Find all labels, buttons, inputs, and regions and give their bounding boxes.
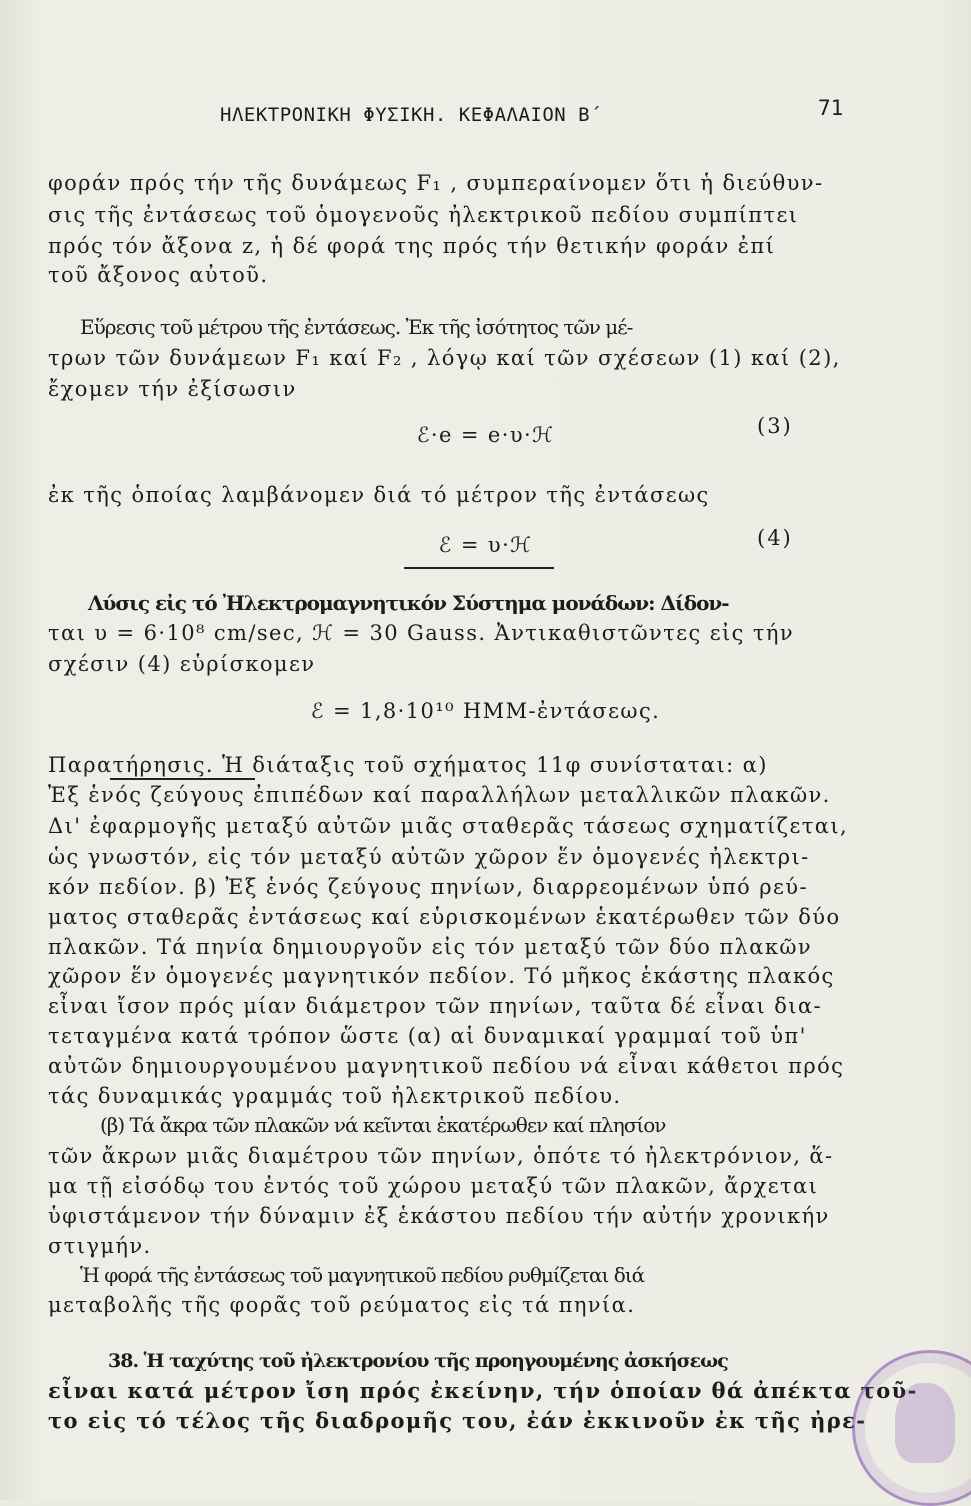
text-line: τεταγμένα κατά τρόπον ὥστε (α) αἱ δυναμικαί γραμμαί τοῦ ὑπ' (48, 1024, 807, 1048)
text-line: (β) Τά ἄκρα τῶν πλακῶν νά κεῖνται ἑκατέρωθεν καί πλησίον (100, 1113, 666, 1137)
equation-3-number: (3) (757, 414, 793, 438)
text-line: φοράν πρός τήν τῆς δυνάμεως F₁ , συμπεραίνομεν ὅτι ἡ διεύθυν- (48, 171, 824, 195)
text-line: Δι' ἐφαρμογῆς μεταξύ αὐτῶν μιᾶς σταθερᾶς τάσεως σχηματίζεται, (48, 814, 849, 838)
remark-line: Παρατήρησις. Ἡ διάταξις τοῦ σχήματος 11φ συνίσταται: α) (48, 753, 768, 777)
text-line: σις τῆς ἐντάσεως τοῦ ὁμογενοῦς ἠλεκτρικοῦ πεδίου συμπίπτει (48, 203, 799, 227)
text-line: ται υ = 6·10⁸ cm/sec, ℋ = 30 Gauss. Ἀντικαθιστῶντες εἰς τήν (48, 621, 795, 645)
exercise-38-line: εἶναι κατά μέτρον ἴση πρός ἐκείνην, τήν ὁποίαν θά ἀπέκτα τοῦ- (48, 1378, 918, 1403)
solution-heading-line: Λύσις εἰς τό Ἠλεκτρομαγνητικόν Σύστημα μονάδων: Δίδον- (88, 591, 729, 615)
text-line: μεταβολῆς τῆς φορᾶς τοῦ ρεύματος εἰς τά πηνία. (48, 1293, 636, 1317)
text-line: στιγμήν. (48, 1234, 152, 1258)
text-line: τάς δυναμικάς γραμμάς τοῦ ἠλεκτρικοῦ πεδίου. (48, 1084, 622, 1108)
text-line: ἐκ τῆς ὁποίας λαμβάνομεν διά τό μέτρον τῆς ἐντάσεως (48, 483, 710, 507)
text-line: αὐτῶν δημιουργουμένου μαγνητικοῦ πεδίου νά εἶναι κάθετοι πρός (48, 1054, 845, 1078)
text-line: εἶναι ἴσον πρός μίαν διάμετρον τῶν πηνίων, ταῦτα δέ εἶναι δια- (48, 994, 822, 1018)
exercise-38-line: το εἰς τό τέλος τῆς διαδρομῆς του, ἐάν ἐκκινοῦν ἐκ τῆς ἠρε- (48, 1408, 867, 1433)
text-line: πλακῶν. Τά πηνία δημιουργοῦν εἰς τόν μεταξύ τῶν δύο πλακῶν (48, 935, 813, 959)
section-heading-line: Εὕρεσις τοῦ μέτρου τῆς ἐντάσεως. Ἐκ τῆς ἰσότητος τῶν μέ- (80, 315, 633, 339)
text-line: ἔχομεν τήν ἐξίσωσιν (48, 377, 297, 401)
text-line: χῶρον ἕν ὁμογενές μαγνητικόν πεδίον. Τό μῆκος ἑκάστης πλακός (48, 964, 835, 988)
running-title: ΗΛΕΚΤΡΟΝΙΚΗ ΦΥΣΙΚΗ. ΚΕΦΑΛΑΙΟΝ Β΄ (220, 104, 603, 126)
text-line: κόν πεδίον. β) Ἐξ ἑνός ζεύγους πηνίων, διαρρεομένων ὑπό ρεύ- (48, 875, 808, 899)
text-line: σχέσιν (4) εὑρίσκομεν (48, 652, 316, 676)
text-line: τρων τῶν δυνάμεων F₁ καί F₂ , λόγῳ καί τῶν σχέσεων (1) καί (2), (48, 346, 841, 370)
text-line: πρός τόν ἄξονα z, ἡ δέ φορά της πρός τήν θετικήν φοράν ἐπί (48, 234, 776, 258)
equation-4: ℰ = υ·ℋ (438, 533, 533, 557)
text-line: τοῦ ἄξονος αὐτοῦ. (48, 263, 269, 287)
equation-4-underline (404, 567, 554, 569)
text-line: μα τῇ εἰσόδῳ του ἐντός τοῦ χώρου μεταξύ τῶν πλακῶν, ἄρχεται (48, 1174, 819, 1198)
text-line: Ἐξ ἑνός ζεύγους ἐπιπέδων καί παραλλήλων μεταλλικῶν πλακῶν. (48, 783, 831, 807)
exercise-38-line: 38. Ἡ ταχύτης τοῦ ἠλεκτρονίου τῆς προηγουμένης ἀσκήσεως (108, 1350, 728, 1372)
remark-underline (110, 778, 255, 780)
text-line: ματος σταθερᾶς ἐντάσεως καί εὑρισκομένων ἑκατέρωθεν τῶν δύο (48, 905, 841, 929)
text-line: ὡς γνωστόν, εἰς τόν μεταξύ αὐτῶν χῶρον ἕν ὁμογενές ἠλεκτρι- (48, 845, 810, 869)
equation-4-number: (4) (757, 526, 793, 550)
result-equation: ℰ = 1,8·10¹⁰ ΗΜΜ-ἐντάσεως. (310, 699, 661, 723)
text-line: τῶν ἄκρων μιᾶς διαμέτρου τῶν πηνίων, ὁπότε τό ἠλεκτρόνιον, ἅ- (48, 1144, 834, 1168)
equation-3: ℰ·e = e·υ·ℋ (416, 423, 555, 447)
page-number: 71 (818, 96, 844, 120)
page-header (200, 96, 900, 130)
text-line: Ἡ φορά τῆς ἐντάσεως τοῦ μαγνητικοῦ πεδίου ρυθμίζεται διά (80, 1263, 645, 1287)
text-line: ὑφιστάμενον τήν δύναμιν ἐξ ἑκάστου πεδίου τήν αὐτήν χρονικήν (48, 1204, 830, 1228)
